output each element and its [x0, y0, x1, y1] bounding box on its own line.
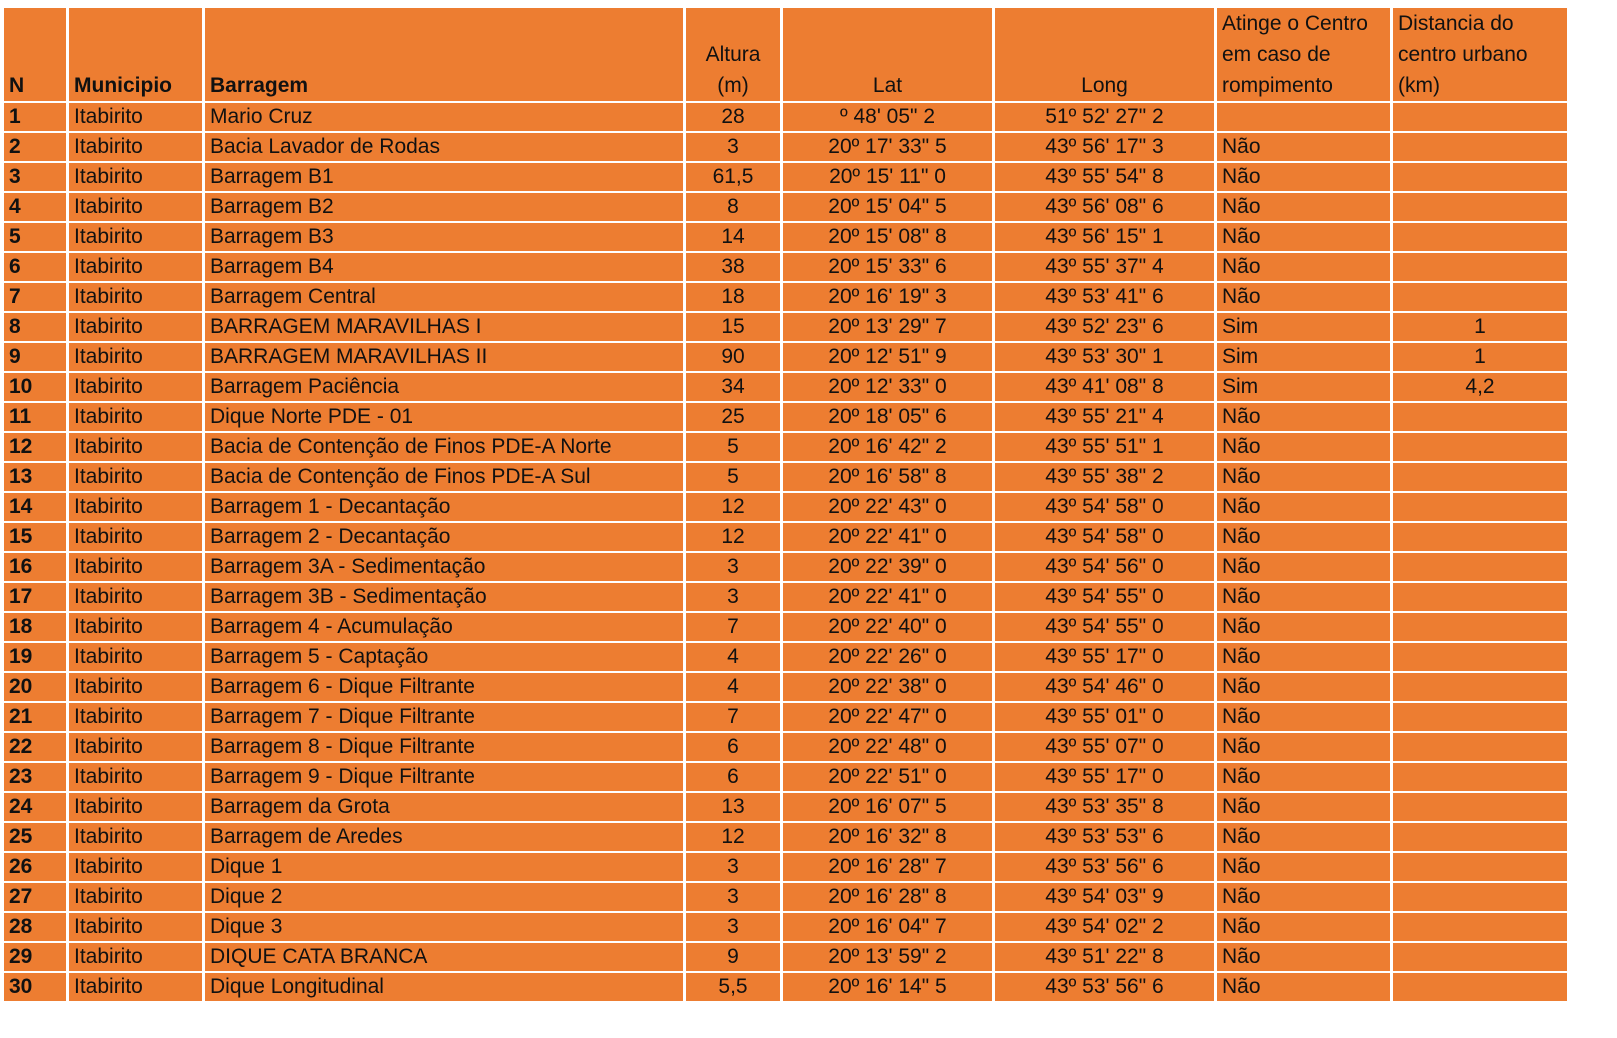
cell-n[interactable]: 14: [4, 493, 69, 523]
cell-long[interactable]: 43º 55' 17" 0: [995, 643, 1217, 673]
cell-barragem[interactable]: BARRAGEM MARAVILHAS I: [205, 313, 686, 343]
cell-lat[interactable]: 20º 16' 04" 7: [783, 913, 995, 943]
cell-barragem[interactable]: Barragem 6 - Dique Filtrante: [205, 673, 686, 703]
cell-lat[interactable]: 20º 16' 42" 2: [783, 433, 995, 463]
cell-altura[interactable]: 12: [686, 523, 783, 553]
cell-altura[interactable]: 4: [686, 643, 783, 673]
cell-long[interactable]: 43º 54' 46" 0: [995, 673, 1217, 703]
table-row: [4, 133, 1567, 163]
cell-n[interactable]: 1: [4, 103, 69, 133]
cell-long[interactable]: 43º 53' 35" 8: [995, 793, 1217, 823]
cell-long[interactable]: 43º 53' 53" 6: [995, 823, 1217, 853]
cell-atinge[interactable]: [1217, 103, 1393, 133]
cell-atinge[interactable]: Sim: [1217, 313, 1393, 343]
cell-lat[interactable]: 20º 13' 29" 7: [783, 313, 995, 343]
cell-lat[interactable]: 20º 16' 19" 3: [783, 283, 995, 313]
cell-long[interactable]: 43º 53' 41" 6: [995, 283, 1217, 313]
cell-altura[interactable]: 38: [686, 253, 783, 283]
cell-municipio[interactable]: Itabirito: [69, 703, 205, 733]
cell-municipio[interactable]: Itabirito: [69, 493, 205, 523]
cell-lat[interactable]: 20º 12' 33" 0: [783, 373, 995, 403]
cell-altura[interactable]: 3: [686, 883, 783, 913]
cell-altura[interactable]: 34: [686, 373, 783, 403]
cell-barragem[interactable]: Barragem de Aredes: [205, 823, 686, 853]
cell-barragem[interactable]: Barragem 9 - Dique Filtrante: [205, 763, 686, 793]
cell-lat[interactable]: 20º 22' 43" 0: [783, 493, 995, 523]
cell-atinge[interactable]: Não: [1217, 973, 1393, 1003]
cell-altura[interactable]: 12: [686, 493, 783, 523]
cell-atinge[interactable]: Sim: [1217, 373, 1393, 403]
cell-n[interactable]: 7: [4, 283, 69, 313]
cell-n[interactable]: 21: [4, 703, 69, 733]
cell-distancia[interactable]: [1393, 553, 1567, 583]
cell-distancia[interactable]: [1393, 403, 1567, 433]
cell-barragem[interactable]: Barragem 8 - Dique Filtrante: [205, 733, 686, 763]
table-row: [4, 883, 1567, 913]
cell-n[interactable]: 23: [4, 763, 69, 793]
table-row: [4, 103, 1567, 133]
cell-long[interactable]: 43º 55' 17" 0: [995, 763, 1217, 793]
cell-atinge[interactable]: Não: [1217, 223, 1393, 253]
cell-atinge[interactable]: Não: [1217, 883, 1393, 913]
cell-municipio[interactable]: Itabirito: [69, 823, 205, 853]
cell-lat[interactable]: º 48' 05" 2: [783, 103, 995, 133]
cell-lat[interactable]: 20º 16' 58" 8: [783, 463, 995, 493]
cell-municipio[interactable]: Itabirito: [69, 193, 205, 223]
cell-municipio[interactable]: Itabirito: [69, 253, 205, 283]
cell-atinge[interactable]: Não: [1217, 853, 1393, 883]
cell-lat[interactable]: 20º 22' 41" 0: [783, 583, 995, 613]
cell-lat[interactable]: 20º 17' 33" 5: [783, 133, 995, 163]
cell-barragem[interactable]: Dique Longitudinal: [205, 973, 686, 1003]
cell-distancia[interactable]: [1393, 523, 1567, 553]
cell-n[interactable]: 18: [4, 613, 69, 643]
table-row: [4, 823, 1567, 853]
cell-altura[interactable]: 5: [686, 463, 783, 493]
table-row: [4, 703, 1567, 733]
table-row: [4, 523, 1567, 553]
table-body: [4, 103, 1567, 1003]
cell-municipio[interactable]: Itabirito: [69, 613, 205, 643]
cell-long[interactable]: 43º 55' 51" 1: [995, 433, 1217, 463]
cell-long[interactable]: 43º 41' 08" 8: [995, 373, 1217, 403]
cell-atinge[interactable]: Não: [1217, 943, 1393, 973]
cell-distancia[interactable]: [1393, 283, 1567, 313]
cell-municipio[interactable]: Itabirito: [69, 583, 205, 613]
cell-altura[interactable]: 4: [686, 673, 783, 703]
cell-atinge[interactable]: Não: [1217, 193, 1393, 223]
cell-municipio[interactable]: Itabirito: [69, 223, 205, 253]
cell-lat[interactable]: 20º 16' 28" 7: [783, 853, 995, 883]
table-row: [4, 253, 1567, 283]
cell-distancia[interactable]: [1393, 703, 1567, 733]
table-row: [4, 163, 1567, 193]
cell-distancia[interactable]: [1393, 433, 1567, 463]
cell-distancia[interactable]: [1393, 463, 1567, 493]
cell-lat[interactable]: 20º 22' 40" 0: [783, 613, 995, 643]
cell-atinge[interactable]: Não: [1217, 133, 1393, 163]
cell-long[interactable]: 43º 54' 03" 9: [995, 883, 1217, 913]
cell-distancia[interactable]: [1393, 673, 1567, 703]
cell-atinge[interactable]: Não: [1217, 583, 1393, 613]
cell-long[interactable]: 43º 53' 56" 6: [995, 853, 1217, 883]
table-row: [4, 493, 1567, 523]
table-row: [4, 913, 1567, 943]
cell-atinge[interactable]: Não: [1217, 283, 1393, 313]
header-distancia[interactable]: Distancia do centro urbano (km): [1393, 8, 1567, 103]
cell-long[interactable]: 43º 56' 17" 3: [995, 133, 1217, 163]
header-atinge[interactable]: Atinge o Centro em caso de rompimento: [1217, 8, 1393, 103]
cell-barragem[interactable]: Barragem B2: [205, 193, 686, 223]
cell-n[interactable]: 29: [4, 943, 69, 973]
cell-municipio[interactable]: Itabirito: [69, 913, 205, 943]
cell-n[interactable]: 22: [4, 733, 69, 763]
header-barragem[interactable]: Barragem: [205, 8, 686, 103]
cell-atinge[interactable]: Não: [1217, 793, 1393, 823]
cell-barragem[interactable]: Barragem 1 - Decantação: [205, 493, 686, 523]
cell-lat[interactable]: 20º 16' 32" 8: [783, 823, 995, 853]
cell-n[interactable]: 30: [4, 973, 69, 1003]
cell-n[interactable]: 15: [4, 523, 69, 553]
cell-lat[interactable]: 20º 22' 47" 0: [783, 703, 995, 733]
cell-long[interactable]: 43º 55' 01" 0: [995, 703, 1217, 733]
cell-altura[interactable]: 7: [686, 613, 783, 643]
cell-n[interactable]: 4: [4, 193, 69, 223]
cell-barragem[interactable]: Barragem B4: [205, 253, 686, 283]
cell-lat[interactable]: 20º 16' 14" 5: [783, 973, 995, 1003]
cell-distancia[interactable]: 1: [1393, 313, 1567, 343]
cell-lat[interactable]: 20º 15' 33" 6: [783, 253, 995, 283]
cell-n[interactable]: 11: [4, 403, 69, 433]
cell-municipio[interactable]: Itabirito: [69, 433, 205, 463]
table-row: [4, 463, 1567, 493]
cell-municipio[interactable]: Itabirito: [69, 943, 205, 973]
cell-municipio[interactable]: Itabirito: [69, 373, 205, 403]
table-row: [4, 373, 1567, 403]
cell-distancia[interactable]: [1393, 793, 1567, 823]
cell-barragem[interactable]: Mario Cruz: [205, 103, 686, 133]
cell-atinge[interactable]: Sim: [1217, 343, 1393, 373]
cell-atinge[interactable]: Não: [1217, 733, 1393, 763]
cell-n[interactable]: 2: [4, 133, 69, 163]
cell-altura[interactable]: 3: [686, 583, 783, 613]
cell-n[interactable]: 6: [4, 253, 69, 283]
cell-long[interactable]: 43º 54' 58" 0: [995, 493, 1217, 523]
cell-barragem[interactable]: Dique Norte PDE - 01: [205, 403, 686, 433]
cell-municipio[interactable]: Itabirito: [69, 403, 205, 433]
table-row: [4, 943, 1567, 973]
cell-atinge[interactable]: Não: [1217, 163, 1393, 193]
cell-n[interactable]: 10: [4, 373, 69, 403]
cell-long[interactable]: 43º 55' 38" 2: [995, 463, 1217, 493]
cell-altura[interactable]: 12: [686, 823, 783, 853]
cell-altura[interactable]: 5: [686, 433, 783, 463]
table-row: [4, 583, 1567, 613]
cell-barragem[interactable]: Barragem 7 - Dique Filtrante: [205, 703, 686, 733]
cell-distancia[interactable]: [1393, 973, 1567, 1003]
cell-atinge[interactable]: Não: [1217, 673, 1393, 703]
cell-n[interactable]: 24: [4, 793, 69, 823]
cell-municipio[interactable]: Itabirito: [69, 103, 205, 133]
cell-barragem[interactable]: Dique 1: [205, 853, 686, 883]
cell-long[interactable]: 43º 55' 37" 4: [995, 253, 1217, 283]
cell-barragem[interactable]: Barragem 2 - Decantação: [205, 523, 686, 553]
cell-atinge[interactable]: Não: [1217, 823, 1393, 853]
header-municipio[interactable]: Municipio: [69, 8, 205, 103]
cell-long[interactable]: 43º 54' 56" 0: [995, 553, 1217, 583]
cell-lat[interactable]: 20º 15' 04" 5: [783, 193, 995, 223]
cell-atinge[interactable]: Não: [1217, 553, 1393, 583]
cell-municipio[interactable]: Itabirito: [69, 673, 205, 703]
cell-long[interactable]: 43º 56' 08" 6: [995, 193, 1217, 223]
cell-altura[interactable]: 90: [686, 343, 783, 373]
cell-altura[interactable]: 14: [686, 223, 783, 253]
table-row: [4, 673, 1567, 703]
cell-barragem[interactable]: Dique 3: [205, 913, 686, 943]
cell-distancia[interactable]: [1393, 883, 1567, 913]
cell-altura[interactable]: 3: [686, 553, 783, 583]
cell-distancia[interactable]: [1393, 613, 1567, 643]
cell-barragem[interactable]: Barragem 5 - Captação: [205, 643, 686, 673]
cell-n[interactable]: 25: [4, 823, 69, 853]
cell-n[interactable]: 16: [4, 553, 69, 583]
cell-distancia[interactable]: 1: [1393, 343, 1567, 373]
cell-distancia[interactable]: [1393, 223, 1567, 253]
cell-atinge[interactable]: Não: [1217, 913, 1393, 943]
cell-atinge[interactable]: Não: [1217, 493, 1393, 523]
cell-barragem[interactable]: Barragem da Grota: [205, 793, 686, 823]
header-lat[interactable]: Lat: [783, 8, 995, 103]
cell-atinge[interactable]: Não: [1217, 253, 1393, 283]
table-row: [4, 343, 1567, 373]
cell-lat[interactable]: 20º 22' 41" 0: [783, 523, 995, 553]
cell-long[interactable]: 43º 52' 23" 6: [995, 313, 1217, 343]
cell-atinge[interactable]: Não: [1217, 523, 1393, 553]
cell-lat[interactable]: 20º 16' 28" 8: [783, 883, 995, 913]
cell-lat[interactable]: 20º 22' 48" 0: [783, 733, 995, 763]
cell-barragem[interactable]: Barragem 3B - Sedimentação: [205, 583, 686, 613]
cell-lat[interactable]: 20º 22' 51" 0: [783, 763, 995, 793]
cell-atinge[interactable]: Não: [1217, 403, 1393, 433]
cell-barragem[interactable]: Barragem Central: [205, 283, 686, 313]
table-row: [4, 973, 1567, 1003]
cell-altura[interactable]: 18: [686, 283, 783, 313]
cell-long[interactable]: 43º 54' 02" 2: [995, 913, 1217, 943]
cell-lat[interactable]: 20º 22' 38" 0: [783, 673, 995, 703]
cell-n[interactable]: 19: [4, 643, 69, 673]
cell-altura[interactable]: 7: [686, 703, 783, 733]
header-long[interactable]: Long: [995, 8, 1217, 103]
cell-altura[interactable]: 5,5: [686, 973, 783, 1003]
table-row: [4, 613, 1567, 643]
cell-municipio[interactable]: Itabirito: [69, 313, 205, 343]
cell-municipio[interactable]: Itabirito: [69, 763, 205, 793]
cell-lat[interactable]: 20º 15' 08" 8: [783, 223, 995, 253]
cell-municipio[interactable]: Itabirito: [69, 523, 205, 553]
cell-long[interactable]: 43º 55' 54" 8: [995, 163, 1217, 193]
cell-long[interactable]: 43º 53' 56" 6: [995, 973, 1217, 1003]
cell-n[interactable]: 3: [4, 163, 69, 193]
cell-barragem[interactable]: Dique 2: [205, 883, 686, 913]
cell-lat[interactable]: 20º 22' 39" 0: [783, 553, 995, 583]
cell-barragem[interactable]: Barragem Paciência: [205, 373, 686, 403]
cell-long[interactable]: 43º 54' 58" 0: [995, 523, 1217, 553]
cell-barragem[interactable]: Bacia de Contenção de Finos PDE-A Norte: [205, 433, 686, 463]
cell-altura[interactable]: 6: [686, 733, 783, 763]
header-n[interactable]: N: [4, 8, 69, 103]
cell-distancia[interactable]: 4,2: [1393, 373, 1567, 403]
cell-long[interactable]: 51º 52' 27" 2: [995, 103, 1217, 133]
cell-municipio[interactable]: Itabirito: [69, 553, 205, 583]
cell-lat[interactable]: 20º 13' 59" 2: [783, 943, 995, 973]
table-row: [4, 433, 1567, 463]
cell-municipio[interactable]: Itabirito: [69, 733, 205, 763]
cell-distancia[interactable]: [1393, 103, 1567, 133]
table-row: [4, 763, 1567, 793]
table-row: [4, 733, 1567, 763]
cell-municipio[interactable]: Itabirito: [69, 973, 205, 1003]
table-row: [4, 283, 1567, 313]
cell-n[interactable]: 9: [4, 343, 69, 373]
cell-municipio[interactable]: Itabirito: [69, 853, 205, 883]
table-row: [4, 403, 1567, 433]
cell-n[interactable]: 17: [4, 583, 69, 613]
cell-altura[interactable]: 28: [686, 103, 783, 133]
cell-barragem[interactable]: Barragem 4 - Acumulação: [205, 613, 686, 643]
cell-municipio[interactable]: Itabirito: [69, 163, 205, 193]
cell-altura[interactable]: 61,5: [686, 163, 783, 193]
dam-table: [4, 8, 1567, 1003]
header-row: [4, 8, 1567, 103]
cell-lat[interactable]: 20º 16' 07" 5: [783, 793, 995, 823]
cell-n[interactable]: 12: [4, 433, 69, 463]
cell-atinge[interactable]: Não: [1217, 763, 1393, 793]
cell-barragem[interactable]: Barragem B1: [205, 163, 686, 193]
cell-n[interactable]: 5: [4, 223, 69, 253]
cell-barragem[interactable]: BARRAGEM MARAVILHAS II: [205, 343, 686, 373]
cell-n[interactable]: 27: [4, 883, 69, 913]
cell-atinge[interactable]: Não: [1217, 433, 1393, 463]
cell-altura[interactable]: 9: [686, 943, 783, 973]
cell-municipio[interactable]: Itabirito: [69, 793, 205, 823]
cell-altura[interactable]: 15: [686, 313, 783, 343]
cell-municipio[interactable]: Itabirito: [69, 463, 205, 493]
cell-altura[interactable]: 6: [686, 763, 783, 793]
table-row: [4, 223, 1567, 253]
cell-distancia[interactable]: [1393, 493, 1567, 523]
cell-distancia[interactable]: [1393, 943, 1567, 973]
table-row: [4, 793, 1567, 823]
cell-atinge[interactable]: Não: [1217, 703, 1393, 733]
cell-distancia[interactable]: [1393, 643, 1567, 673]
cell-long[interactable]: 43º 55' 07" 0: [995, 733, 1217, 763]
cell-long[interactable]: 43º 51' 22" 8: [995, 943, 1217, 973]
table-row: [4, 313, 1567, 343]
cell-distancia[interactable]: [1393, 913, 1567, 943]
cell-barragem[interactable]: Barragem 3A - Sedimentação: [205, 553, 686, 583]
cell-distancia[interactable]: [1393, 163, 1567, 193]
table-row: [4, 853, 1567, 883]
table-row: [4, 553, 1567, 583]
cell-long[interactable]: 43º 53' 30" 1: [995, 343, 1217, 373]
cell-atinge[interactable]: Não: [1217, 463, 1393, 493]
cell-distancia[interactable]: [1393, 253, 1567, 283]
cell-barragem[interactable]: Bacia de Contenção de Finos PDE-A Sul: [205, 463, 686, 493]
cell-lat[interactable]: 20º 12' 51" 9: [783, 343, 995, 373]
cell-altura[interactable]: 13: [686, 793, 783, 823]
cell-distancia[interactable]: [1393, 823, 1567, 853]
cell-altura[interactable]: 25: [686, 403, 783, 433]
cell-long[interactable]: 43º 54' 55" 0: [995, 583, 1217, 613]
cell-barragem[interactable]: DIQUE CATA BRANCA: [205, 943, 686, 973]
cell-distancia[interactable]: [1393, 133, 1567, 163]
cell-municipio[interactable]: Itabirito: [69, 343, 205, 373]
cell-municipio[interactable]: Itabirito: [69, 883, 205, 913]
cell-lat[interactable]: 20º 22' 26" 0: [783, 643, 995, 673]
cell-altura[interactable]: 3: [686, 853, 783, 883]
cell-municipio[interactable]: Itabirito: [69, 133, 205, 163]
cell-altura[interactable]: 3: [686, 913, 783, 943]
cell-n[interactable]: 8: [4, 313, 69, 343]
cell-municipio[interactable]: Itabirito: [69, 643, 205, 673]
cell-altura[interactable]: 8: [686, 193, 783, 223]
header-altura[interactable]: Altura (m): [686, 8, 783, 103]
cell-atinge[interactable]: Não: [1217, 613, 1393, 643]
table-row: [4, 643, 1567, 673]
cell-barragem[interactable]: Bacia Lavador de Rodas: [205, 133, 686, 163]
cell-n[interactable]: 20: [4, 673, 69, 703]
cell-lat[interactable]: 20º 18' 05" 6: [783, 403, 995, 433]
table-row: [4, 193, 1567, 223]
cell-atinge[interactable]: Não: [1217, 643, 1393, 673]
cell-lat[interactable]: 20º 15' 11" 0: [783, 163, 995, 193]
cell-n[interactable]: 28: [4, 913, 69, 943]
cell-barragem[interactable]: Barragem B3: [205, 223, 686, 253]
cell-distancia[interactable]: [1393, 733, 1567, 763]
cell-n[interactable]: 13: [4, 463, 69, 493]
cell-distancia[interactable]: [1393, 193, 1567, 223]
cell-distancia[interactable]: [1393, 853, 1567, 883]
cell-long[interactable]: 43º 54' 55" 0: [995, 613, 1217, 643]
cell-altura[interactable]: 3: [686, 133, 783, 163]
cell-distancia[interactable]: [1393, 763, 1567, 793]
cell-n[interactable]: 26: [4, 853, 69, 883]
cell-long[interactable]: 43º 56' 15" 1: [995, 223, 1217, 253]
cell-distancia[interactable]: [1393, 583, 1567, 613]
cell-long[interactable]: 43º 55' 21" 4: [995, 403, 1217, 433]
cell-municipio[interactable]: Itabirito: [69, 283, 205, 313]
